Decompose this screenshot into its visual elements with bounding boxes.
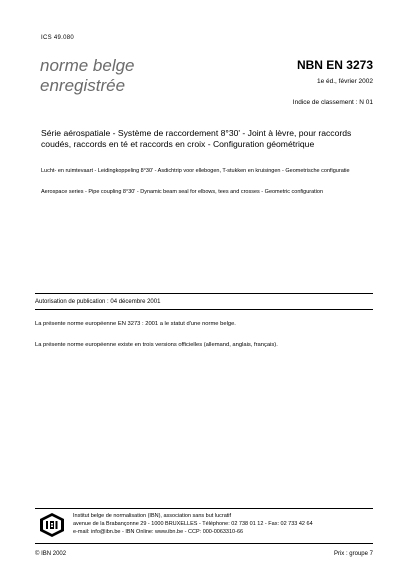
brand-line-2: enregistrée (40, 76, 126, 95)
classification-index: Indice de classement : N 01 (292, 99, 373, 106)
divider-footer-top (35, 508, 373, 509)
title-dutch: Lucht- en ruimtevaart - Leidingkoppeling 8°30' - Asdichtrip voor ellebogen, T-stukken en kruisingen - Geometrische configuratie (41, 168, 350, 174)
versions-statement: La présente norme européenne existe en trois versions officielles (allemand, anglais, français). (35, 342, 278, 348)
copyright: © IBN 2002 (35, 551, 67, 557)
title-french: Série aérospatiale - Système de raccordement 8°30' - Joint à lèvre, pour raccords coudés, raccords en té et raccords en croix - Configuration géométrique (41, 128, 352, 150)
ibn-logo-icon (40, 513, 64, 537)
brand-line-1: norme belge (40, 56, 135, 75)
footer-address-line-1: Institut belge de normalisation (IBN), association sans but lucratif (73, 513, 232, 519)
standard-number: NBN EN 3273 (296, 58, 373, 72)
price-group: Prix : groupe 7 (333, 551, 373, 557)
footer-address-line-2: avenue de la Brabançonne 29 - 1000 BRUXELLES - Téléphone: 02 738 01 12 - Fax: 02 733 42 64 (73, 521, 313, 527)
divider-authorization (35, 309, 373, 310)
title-english: Aerospace series - Pipe coupling 8°30' - Dynamic beam seal for elbows, tees and crosses - Geometric configuration (41, 189, 324, 195)
ics-code: ICS 49.080 (41, 35, 75, 41)
publication-authorization: Autorisation de publication : 04 décembre 2001 (35, 299, 161, 305)
footer-address-line-3: e-mail: info@ibn.be - IBN Online: www.ibn.be - CCP: 000-0063310-66 (73, 529, 244, 535)
divider-top (35, 293, 373, 294)
status-statement: La présente norme européenne EN 3273 : 2001 a le statut d'une norme belge. (35, 321, 236, 327)
edition-date: 1e éd., février 2002 (316, 78, 373, 85)
divider-footer-bottom (35, 543, 373, 544)
